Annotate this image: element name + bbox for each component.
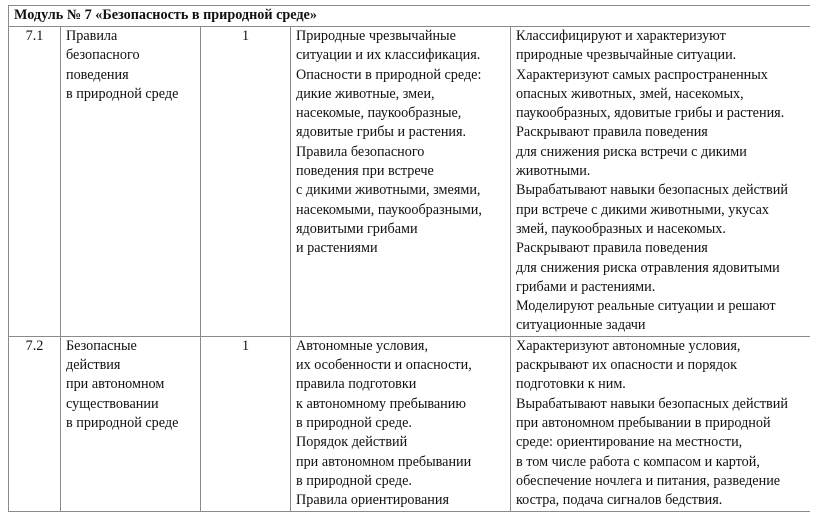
text-line: Раскрывают правила поведения: [516, 124, 708, 141]
text-line: при автономном пребывании в природной: [516, 414, 771, 431]
text-line: их особенности и опасности,: [296, 357, 472, 374]
text-line: паукообразных, ядовитые грибы и растения.: [516, 105, 785, 122]
text-line: Правила ориентирования: [296, 492, 450, 509]
text-line: и растениями: [296, 240, 378, 257]
lesson-number: 7.2: [9, 336, 61, 511]
text-line: Характеризуют самых распространенных: [516, 66, 768, 83]
lesson-number: 7.1: [9, 27, 61, 337]
text-line: обеспечение ночлега и питания, разведение: [516, 472, 781, 489]
text-line: среде: ориентирование на местности,: [516, 434, 743, 451]
student-activities: [511, 336, 811, 511]
student-activities: [511, 27, 811, 337]
lesson-hours: 1: [201, 336, 291, 511]
text-line: насекомые, паукообразные,: [296, 105, 462, 122]
text-line: Порядок действий: [296, 434, 408, 451]
text-line: природные чрезвычайные ситуации.: [516, 47, 737, 64]
text-line: насекомыми, паукообразными,: [296, 201, 482, 218]
text-line: ситуации и их классификация.: [296, 47, 481, 64]
text-line: поведения при встрече: [296, 163, 434, 180]
text-line: Правила: [66, 28, 118, 44]
text-line: Безопасные: [66, 337, 137, 354]
text-line: в том числе работа с компасом и картой,: [516, 453, 760, 470]
text-line: в природной среде: [66, 85, 179, 102]
text-line: существовании: [66, 395, 159, 412]
text-line: Характеризуют автономные условия,: [516, 337, 741, 354]
text-line: Вырабатывают навыки безопасных действий: [516, 182, 788, 199]
text-line: Правила безопасного: [296, 143, 425, 160]
text-line: для снижения риска встречи с дикими: [516, 143, 747, 160]
text-line: с дикими животными, змеями,: [296, 182, 481, 199]
table-row: [9, 336, 811, 511]
text-line: Природные чрезвычайные: [296, 28, 456, 44]
text-line: ядовитыми грибами: [296, 220, 418, 237]
text-line: ядовитые грибы и растения.: [296, 124, 467, 141]
text-line: в природной среде.: [296, 472, 412, 489]
lesson-topic: [61, 27, 201, 337]
lesson-content: [291, 336, 511, 511]
lesson-content: [291, 27, 511, 337]
lesson-hours: 1: [201, 27, 291, 337]
text-line: подготовки к ним.: [516, 376, 626, 393]
text-line: действия: [66, 357, 121, 374]
text-line: при автономном: [66, 376, 165, 393]
text-line: раскрывают их опасности и порядок: [516, 357, 738, 374]
module-header-row: [9, 6, 811, 27]
text-line: для снижения риска отравления ядовитыми: [516, 259, 780, 276]
text-line: Классифицируют и характеризуют: [516, 28, 726, 44]
text-line: Автономные условия,: [296, 337, 428, 354]
text-line: Опасности в природной среде:: [296, 66, 482, 83]
text-line: при автономном пребывании: [296, 453, 472, 470]
text-line: животными.: [516, 163, 591, 180]
text-line: грибами и растениями.: [516, 278, 656, 295]
text-line: змей, паукообразных и насекомых.: [516, 220, 726, 237]
text-line: в природной среде: [66, 414, 179, 431]
document-page: [8, 5, 810, 512]
lesson-topic: [61, 336, 201, 511]
text-line: безопасного: [66, 47, 140, 64]
text-line: Вырабатывают навыки безопасных действий: [516, 395, 788, 412]
text-line: к автономному пребыванию: [296, 395, 466, 412]
text-line: Моделируют реальные ситуации и решают: [516, 298, 776, 315]
curriculum-table: [8, 5, 810, 512]
text-line: в природной среде.: [296, 414, 412, 431]
text-line: костра, подача сигналов бедствия.: [516, 492, 723, 509]
table-row: [9, 27, 811, 337]
text-line: поведения: [66, 66, 129, 83]
text-line: Раскрывают правила поведения: [516, 240, 708, 257]
text-line: ситуационные задачи: [516, 317, 646, 334]
text-line: дикие животные, змеи,: [296, 85, 435, 102]
module-title: Модуль № 7 «Безопасность в природной среде»: [9, 6, 811, 27]
text-line: опасных животных, змей, насекомых,: [516, 85, 744, 102]
text-line: при встрече с дикими животными, укусах: [516, 201, 770, 218]
text-line: правила подготовки: [296, 376, 417, 393]
